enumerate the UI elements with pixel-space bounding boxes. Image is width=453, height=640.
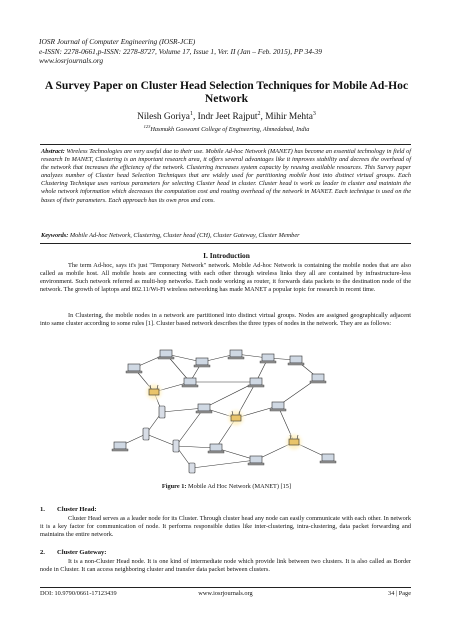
author-affil-mark: 3 [312,110,316,117]
journal-header [39,37,419,66]
laptop-icon [126,364,142,373]
author-affil-mark: 2 [257,110,261,117]
intro-paragraph-1 [40,262,411,294]
footer-website: www.iosrjournals.org [198,590,253,597]
cluster-gateway-text: It is a non-Cluster Head node. It is one kind of intermediate node which provide link between two clusters. It is also called as Border node in Cluster. It can access neighboring cluster and transfer data packet between clusters. [40,558,411,574]
laptop-icon [310,374,326,383]
intro-paragraph-1-text: The term Ad-hoc, says it's just "Temporary Network" network. Mobile Ad-hoc Network is containing the mobile nodes that are also called as mobile host. All mobile hosts are connecting with each other through wireless links they all are contained by infrastructure-less environment. Such network referred as multi-hop networks. Each node working as router, it forwards data packets to the destination node of the network. The growth of laptops and 802.11/Wi-Fi wireless networking has made MANET a popular topic for research in recent time. [40,262,411,294]
abstract-text: Wireless Technologies are very useful due to their use. Mobile Ad-hoc Network (MANET) has become an essential technology in field of research In MANET, Clustering is an important research area, it offers several advantages like it improves stability and decrees the overhead of the network that increases the efficiency of the network. Clustering increases system capacity by reusing available resources. This Survey paper analyzes number of Cluster head Selection Techniques that are widely used for partitioning mobile host into distinct virtual groups. Each Clustering Technique uses various parameters for selecting Cluster head in cluster. Cluster head is work as leader in cluster and maintain the whole network information which decreases the computation cost and routing overhead of the network in MANET. Each technique is used on the bases of their parameters. Each approach has its own pros and cons. [41,148,411,204]
cluster-head-text: Cluster Head serves as a leader node for its Cluster. Through cluster head any node can easily communicate with each other. In network it is a key factor for communication of node. It performs responsible duties like inter-clustering, intra-clustering, data packet forwarding and maintains the entire network. [40,515,411,539]
keywords [41,232,411,240]
laptop-icon [194,358,210,367]
author-name: Indr Jeet Rajput [197,112,258,122]
laptop-icon [228,350,244,359]
laptop-icon [208,444,224,453]
author-list: Nilesh Goriya$^1$, Indr Jeet Rajput$^2$, Mihir Mehta$^3$ [137,110,316,122]
abstract-label: Abstract: [41,148,65,155]
subsection-title: Cluster Gateway: [57,549,107,556]
footer-doi: DOI: 10.9790/0661-17123439 [40,590,117,597]
subsection-number: 1. [40,506,45,513]
affiliation-mark: 123 [143,123,151,129]
journal-issn: e-ISSN: 2278-0661,p-ISSN: 2278-8727, Volume 17, Issue 1, Ver. II (Jan – Feb. 2015), PP 34-39 [39,46,322,56]
laptop-icon [320,454,336,463]
footer-page-number: 34 | Page [388,590,411,597]
journal-name: IOSR Journal of Computer Engineering (IOSR-JCE) [39,37,196,46]
intro-paragraph-2 [40,312,411,328]
laptop-icon [196,404,212,413]
mobile-phone-icon [173,440,179,452]
figure-caption [44,483,409,491]
subsection-heading-cluster-gateway [40,549,107,557]
keywords-label: Keywords: [41,232,69,239]
laptop-icon [260,354,276,363]
laptop-icon [288,356,304,365]
keywords-text: Mobile Ad-hoc Network, Clustering, Cluster head (CH), Cluster Gateway, Cluster Member [69,232,300,239]
subsection-title: Cluster Head: [57,506,97,513]
section-heading-introduction: I. Introduction [203,251,250,260]
intro-paragraph-2-text: In Clustering, the mobile nodes in a network are partitioned into distinct virtual groups. Nodes are assigned geographically adjacent into same cluster according to some rules [1]. Cluster based network describes the three types of nodes in the network. They are as follows: [40,312,411,328]
author-name: Nilesh Goriya [137,112,190,122]
abstract [41,148,411,205]
cluster-head-paragraph [40,515,411,539]
journal-website: www.iosrjournals.org [39,56,104,66]
laptop-icon [182,378,198,387]
footer-rule [40,587,411,588]
subsection-number: 2. [40,549,45,556]
author-affil-mark: 1 [189,110,193,117]
affiliation-text: Hasmukh Goswami College of Engineering, Ahmedabad, India [150,126,310,133]
author-name: Mihir Mehta [265,112,313,122]
cluster-gateway-paragraph [40,558,411,574]
laptop-icon [112,442,128,451]
mobile-phone-icon [159,406,165,418]
laptop-icon [270,402,286,411]
figure-caption-text: Mobile Ad Hoc Network (MANET) [15] [188,483,292,490]
subsection-heading-cluster-head [40,506,97,514]
mobile-phone-icon [143,428,149,440]
figure-label: Figure 1: [161,483,187,490]
mobile-phone-icon [189,463,195,473]
affiliation [44,123,409,134]
laptop-icon [248,456,264,465]
manet-figure [106,348,349,474]
laptop-icon [158,350,174,359]
paper-title: A Survey Paper on Cluster Head Selection Techniques for Mobile Ad-Hoc Network [44,79,409,106]
laptop-icon [248,378,264,387]
